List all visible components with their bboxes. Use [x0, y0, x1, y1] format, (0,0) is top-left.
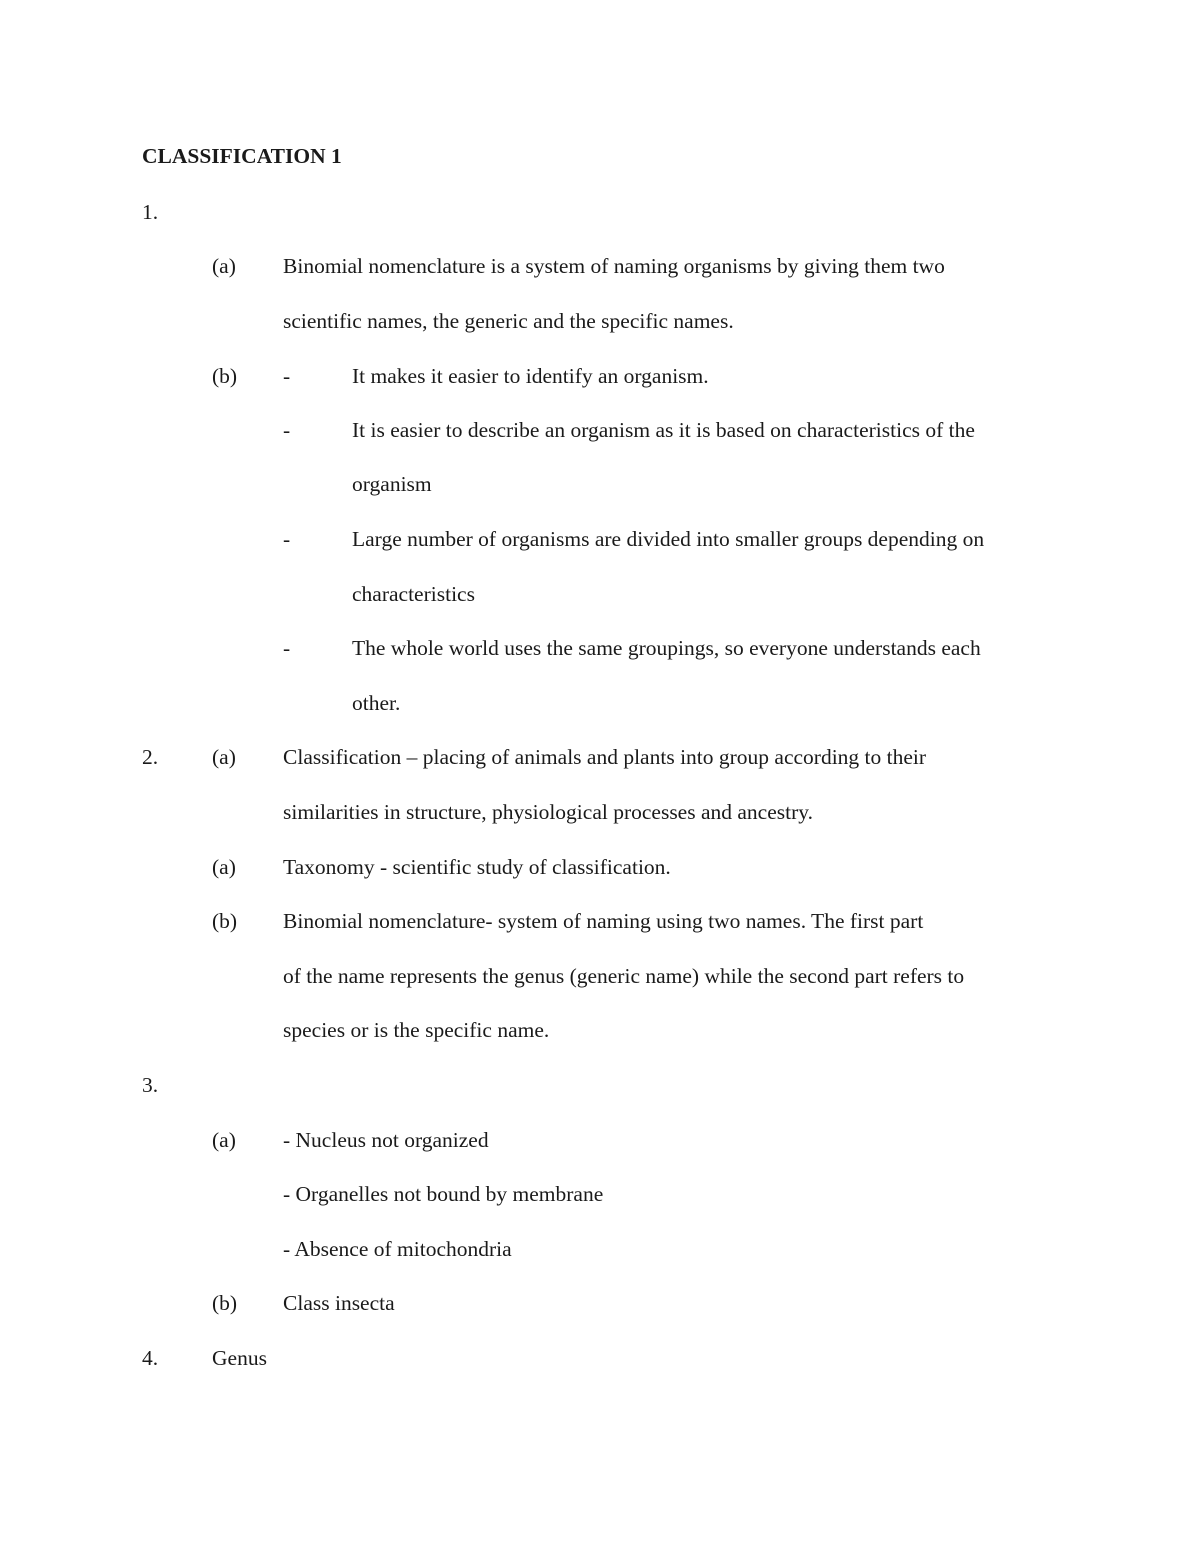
answer-text: scientific names, the generic and the specific names. [283, 309, 734, 333]
answer-text: similarities in structure, physiological processes and ancestry. [283, 800, 813, 824]
answer-text: of the name represents the genus (generic name) while the second part refers to [283, 964, 965, 988]
bullet-dash: - [283, 418, 291, 442]
sub-label: (b) [212, 909, 238, 933]
bullet-dash: - [283, 636, 291, 660]
question-number: 3. [142, 1073, 159, 1097]
bullet-text: It makes it easier to identify an organism. [352, 364, 709, 388]
document-title: CLASSIFICATION 1 [142, 144, 342, 168]
bullet-dash: - [283, 527, 291, 551]
answer-text: - Organelles not bound by membrane [283, 1182, 604, 1206]
answer-text: - Nucleus not organized [283, 1128, 489, 1152]
bullet-text: organism [352, 472, 432, 496]
answer-text: Taxonomy - scientific study of classification. [283, 855, 671, 879]
answer-text: Binomial nomenclature- system of naming using two names. The first part [283, 909, 924, 933]
question-number: 4. [142, 1346, 159, 1370]
bullet-text: other. [352, 691, 401, 715]
bullet-text: characteristics [352, 582, 475, 606]
sub-label: (a) [212, 855, 236, 879]
sub-label: (b) [212, 1291, 238, 1315]
sub-label: (a) [212, 1128, 236, 1152]
bullet-text: The whole world uses the same groupings, so everyone understands each [352, 636, 981, 660]
sub-label: (a) [212, 745, 236, 769]
answer-text: Classification – placing of animals and plants into group according to their [283, 745, 927, 769]
bullet-text: Large number of organisms are divided into smaller groups depending on [352, 527, 985, 551]
bullet-dash: - [283, 364, 291, 388]
answer-text: Class insecta [283, 1291, 395, 1315]
answer-text: species or is the specific name. [283, 1018, 550, 1042]
question-number: 2. [142, 745, 159, 769]
sub-label: (b) [212, 364, 238, 388]
answer-text: Genus [212, 1346, 267, 1370]
answer-text: Binomial nomenclature is a system of naming organisms by giving them two [283, 254, 945, 278]
question-number: 1. [142, 200, 159, 224]
sub-label: (a) [212, 254, 236, 278]
answer-text: - Absence of mitochondria [283, 1237, 512, 1261]
bullet-text: It is easier to describe an organism as it is based on characteristics of the [352, 418, 975, 442]
